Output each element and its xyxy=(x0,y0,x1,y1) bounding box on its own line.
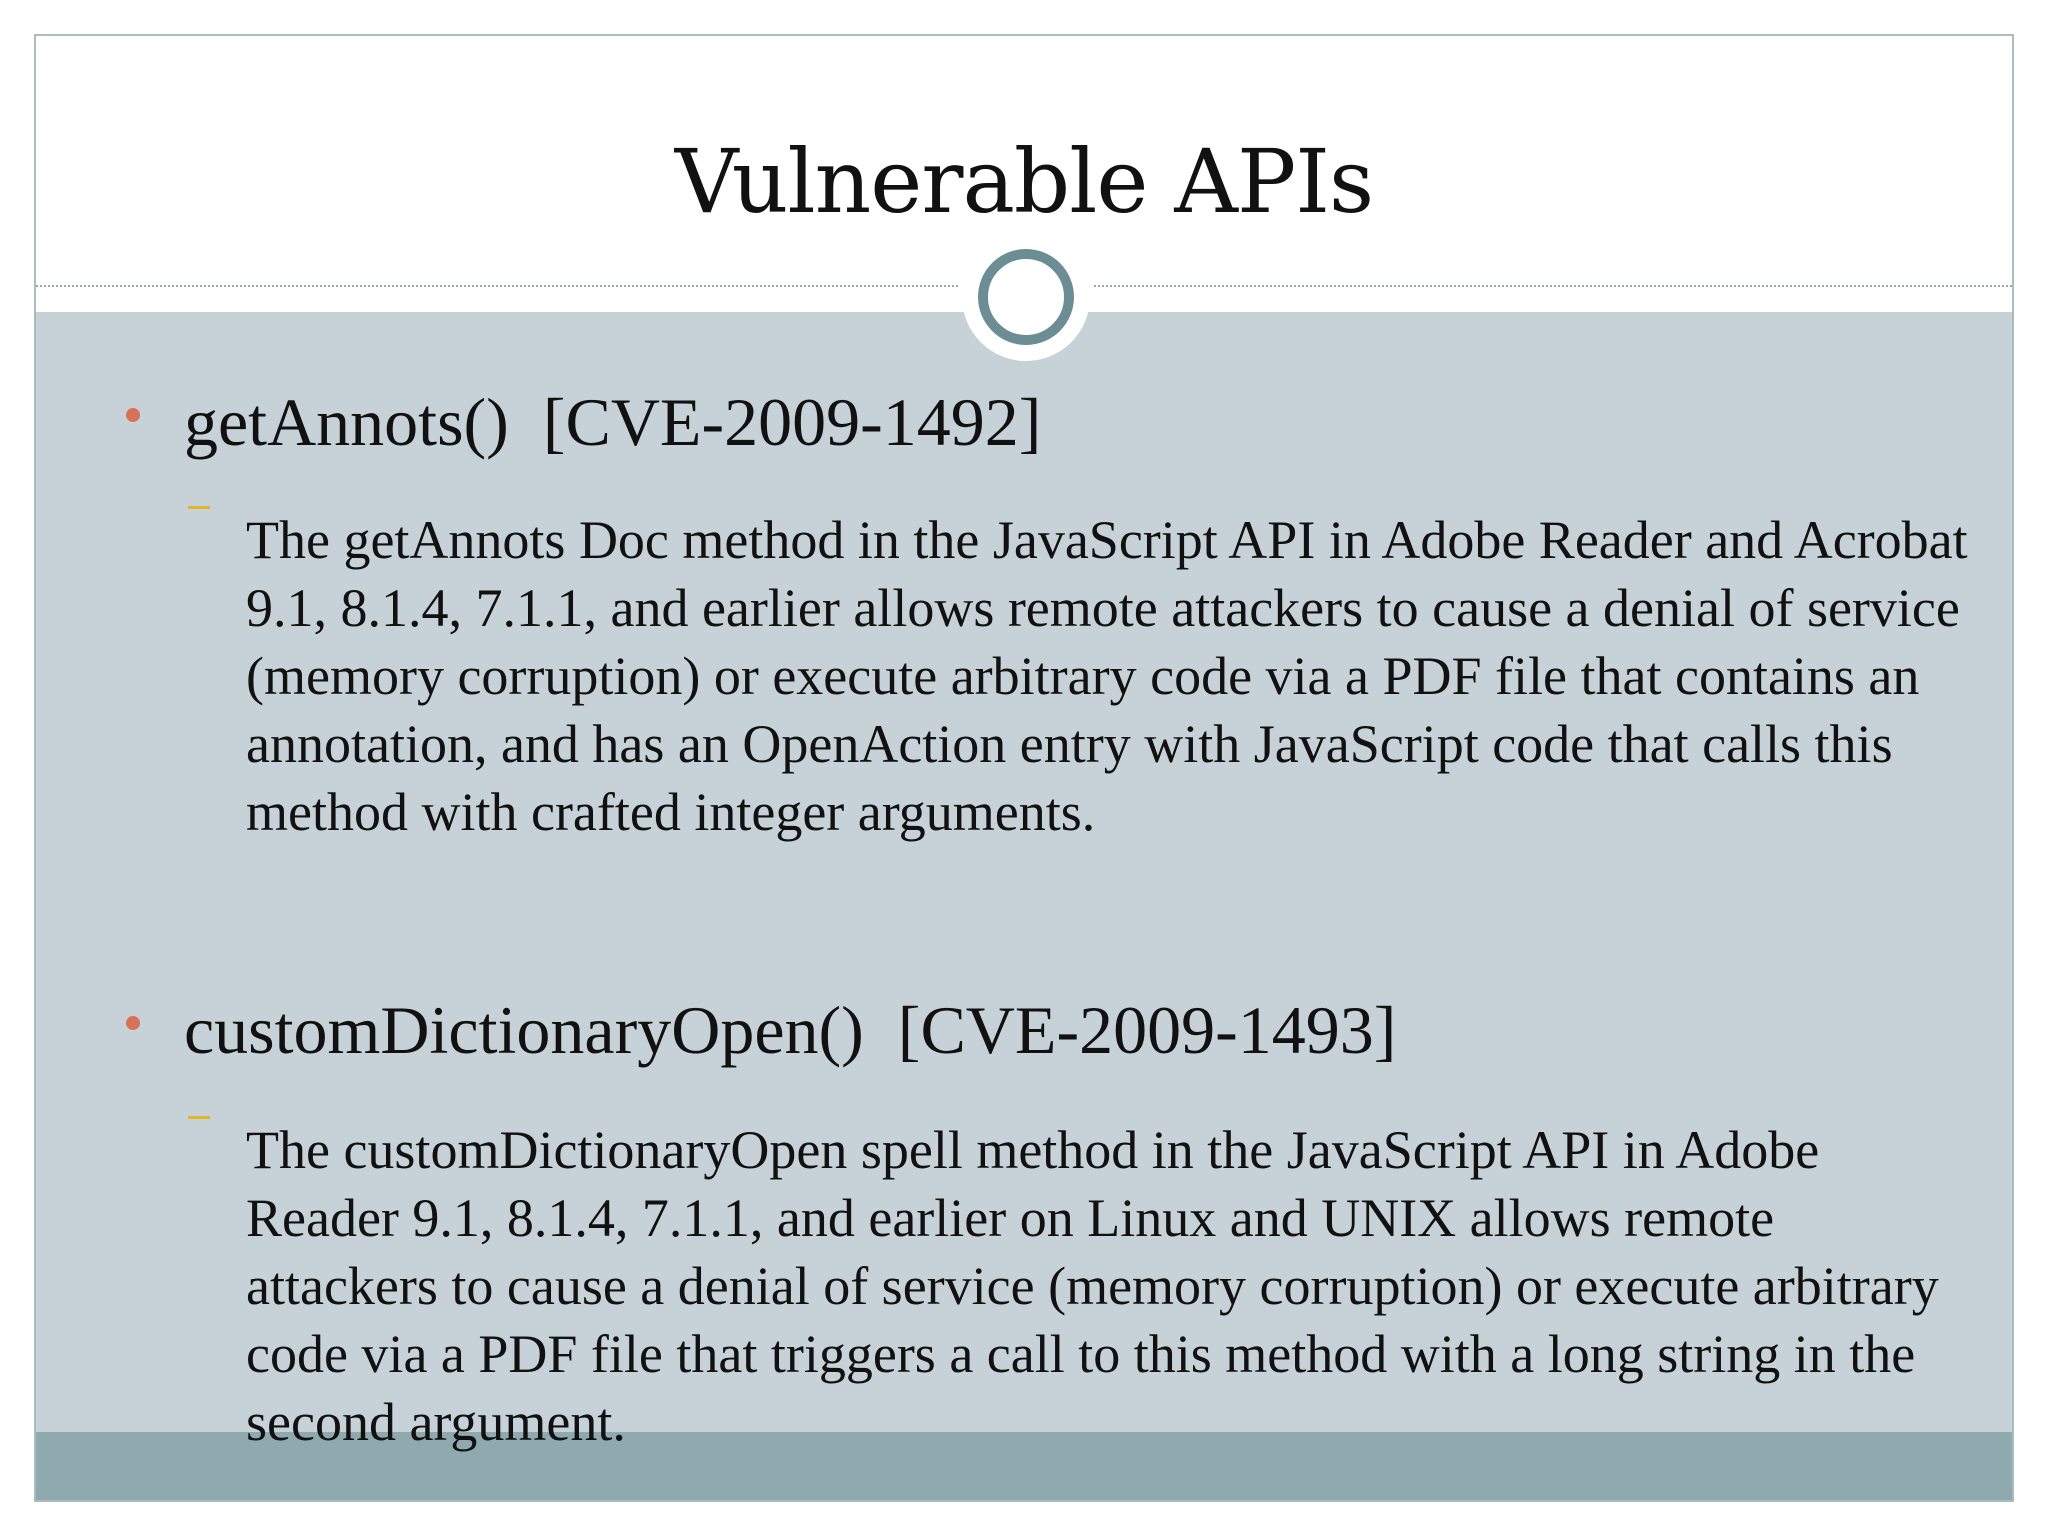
dash-icon xyxy=(188,506,210,509)
bullet-heading: getAnnots() [CVE-2009-1492] xyxy=(184,384,1042,460)
bullet-dot-icon xyxy=(126,1016,140,1030)
slide xyxy=(34,34,2014,1502)
dash-icon xyxy=(188,1116,210,1119)
title-circle-icon xyxy=(962,233,1090,361)
bullet-dot-icon xyxy=(126,408,140,422)
bullet-detail: The getAnnots Doc method in the JavaScript API in Adobe Reader and Acrobat 9.1, 8.1.4, 7.1.1, and earlier allows remote attackers to cause a denial of service (memory corruption) or execute arbitrary code via a PDF file that contains an annotation, and has an OpenAction entry with JavaScript code that calls this method with crafted integer arguments. xyxy=(246,510,1968,842)
bullet-heading: customDictionaryOpen() [CVE-2009-1493] xyxy=(184,992,1397,1068)
circle-ring xyxy=(978,249,1074,345)
bullet-detail: The customDictionaryOpen spell method in the JavaScript API in Adobe Reader 9.1, 8.1.4, 7.1.1, and earlier on Linux and UNIX allows remote attackers to cause a denial of service (memory corruption) or execute arbitrary code via a PDF file that triggers a call to this method with a long string in the second argument. xyxy=(246,1120,1939,1452)
title-divider-left xyxy=(36,285,958,287)
title-divider-right xyxy=(1094,285,2014,287)
slide-title: Vulnerable APIs xyxy=(674,130,1374,233)
